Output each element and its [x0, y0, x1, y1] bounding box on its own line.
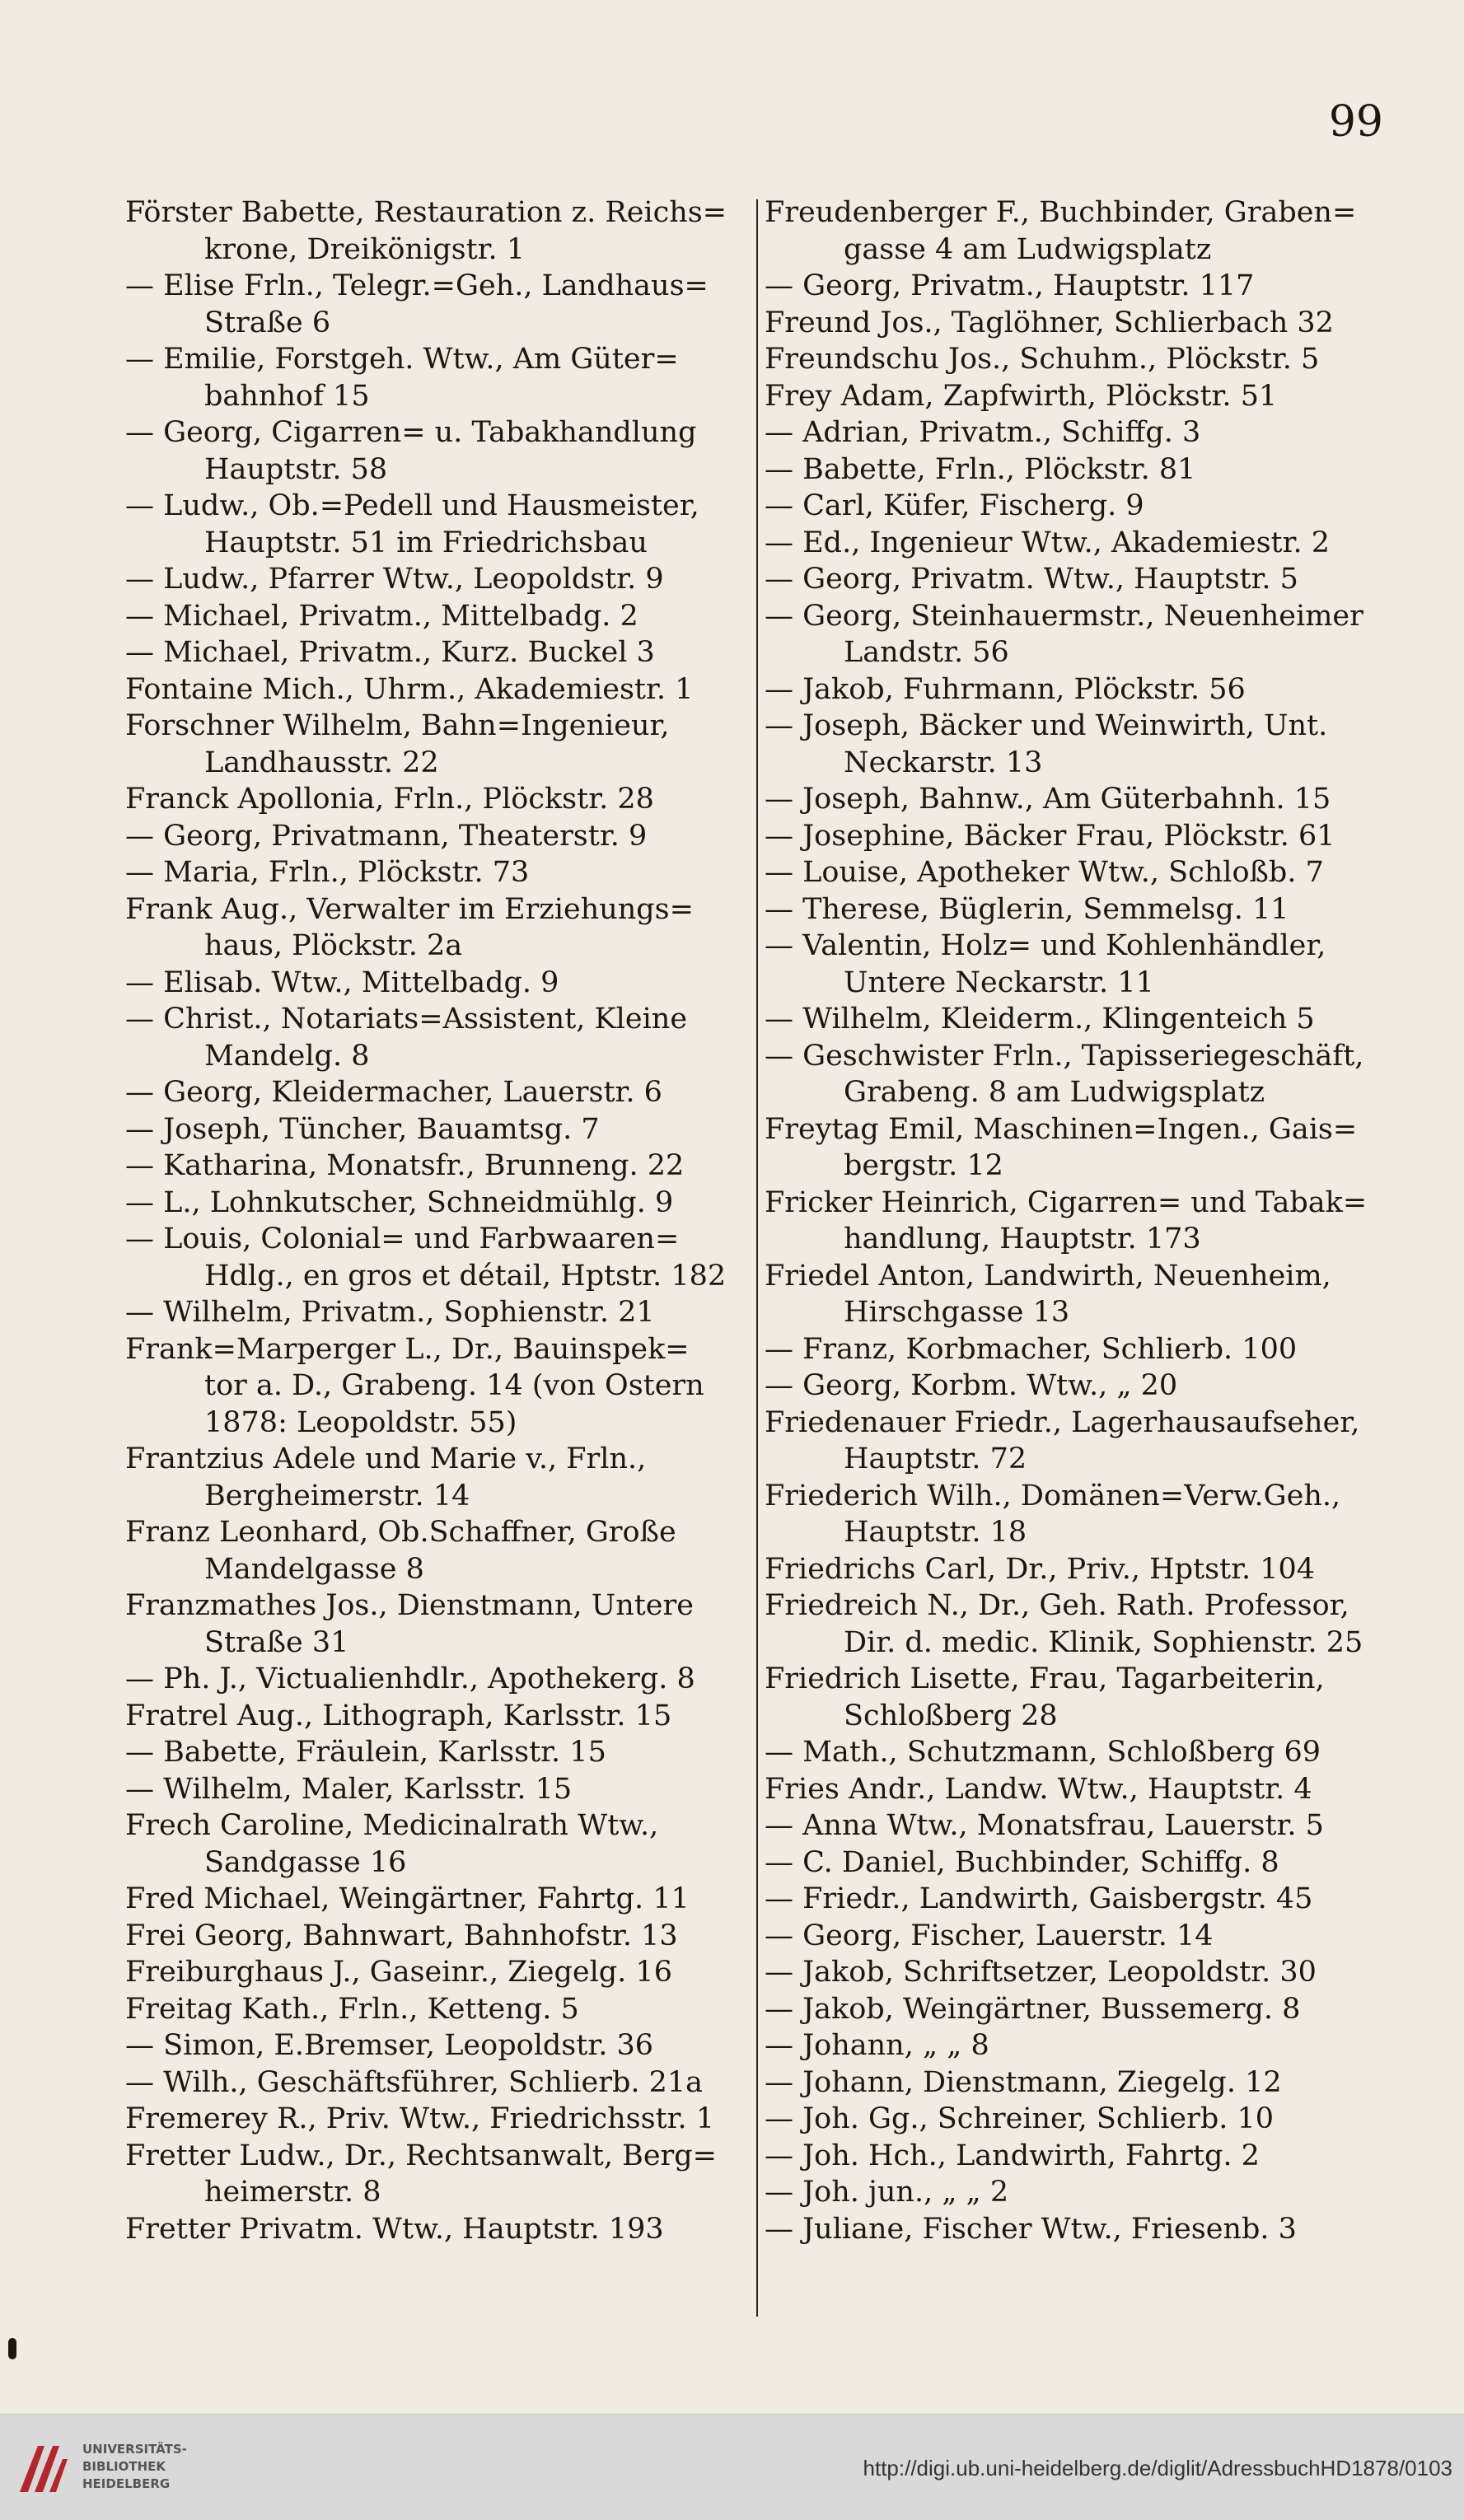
- directory-entry-line: — Michael, Privatm., Kurz. Buckel 3: [125, 636, 655, 669]
- directory-entry-line: — Geschwister Frln., Tapisseriegeschäft,: [765, 1039, 1364, 1073]
- entry-continuation-line: Hirschgasse 13: [844, 1296, 1070, 1329]
- directory-entry-line: Freiburghaus J., Gaseinr., Ziegelg. 16: [125, 1956, 672, 1989]
- directory-entry-line: Friedreich N., Dr., Geh. Rath. Professor,: [765, 1589, 1349, 1622]
- directory-entry-line: Fremerey R., Priv. Wtw., Friedrichsstr. 1: [125, 2102, 715, 2135]
- directory-entry-line: Franz Leonhard, Ob.Schaffner, Große: [125, 1516, 676, 1549]
- directory-entry-line: Förster Babette, Restauration z. Reichs=: [125, 196, 727, 229]
- entry-continuation-line: Hauptstr. 51 im Friedrichsbau: [204, 526, 648, 559]
- directory-entry-line: — Joseph, Bäcker und Weinwirth, Unt.: [765, 709, 1328, 742]
- directory-entry-line: Frech Caroline, Medicinalrath Wtw.,: [125, 1809, 659, 1842]
- entry-continuation-line: Landstr. 56: [844, 636, 1009, 669]
- directory-entry-line: Fricker Heinrich, Cigarren= und Tabak=: [765, 1185, 1368, 1219]
- directory-entry-line: — Ph. J., Victualienhdlr., Apothekerg. 8: [125, 1662, 695, 1695]
- directory-entry-line: Freundschu Jos., Schuhm., Plöckstr. 5: [765, 343, 1320, 376]
- entry-continuation-line: Hdlg., en gros et détail, Hptstr. 182: [204, 1259, 727, 1293]
- directory-entry-line: — Therese, Büglerin, Semmelsg. 11: [765, 892, 1289, 926]
- directory-entry-line: Fries Andr., Landw. Wtw., Hauptstr. 4: [765, 1772, 1312, 1806]
- directory-entry-line: Friedel Anton, Landwirth, Neuenheim,: [765, 1259, 1331, 1293]
- directory-entry-line: Fontaine Mich., Uhrm., Akademiestr. 1: [125, 672, 694, 706]
- directory-entry-line: — Babette, Frln., Plöckstr. 81: [765, 452, 1196, 486]
- directory-entry-line: Freytag Emil, Maschinen=Ingen., Gais=: [765, 1112, 1358, 1146]
- directory-entry-line: Friederich Wilh., Domänen=Verw.Geh.,: [765, 1479, 1341, 1512]
- directory-entry-line: — Georg, Privatmann, Theaterstr. 9: [125, 819, 648, 853]
- scan-blemish: [8, 2338, 16, 2359]
- directory-entry-line: — Elisab. Wtw., Mittelbadg. 9: [125, 965, 559, 999]
- directory-entry-line: Franck Apollonia, Frln., Plöckstr. 28: [125, 783, 654, 816]
- directory-entry-line: Fred Michael, Weingärtner, Fahrtg. 11: [125, 1882, 690, 1915]
- directory-entry-line: — C. Daniel, Buchbinder, Schiffg. 8: [765, 1845, 1279, 1879]
- directory-entry-line: Frank=Marperger L., Dr., Bauinspek=: [125, 1332, 690, 1366]
- column-divider: [756, 199, 758, 2317]
- entry-continuation-line: heimerstr. 8: [204, 2176, 381, 2209]
- directory-entry-line: — Ludw., Ob.=Pedell und Hausmeister,: [125, 489, 699, 522]
- entry-continuation-line: Hauptstr. 72: [844, 1442, 1027, 1475]
- directory-entry-line: Frey Adam, Zapfwirth, Plöckstr. 51: [765, 379, 1278, 413]
- entry-continuation-line: Dir. d. medic. Klinik, Sophienstr. 25: [844, 1625, 1363, 1659]
- directory-entry-line: Frank Aug., Verwalter im Erziehungs=: [125, 892, 694, 926]
- entry-continuation-line: Neckarstr. 13: [844, 746, 1043, 779]
- directory-entry-line: Fretter Privatm. Wtw., Hauptstr. 193: [125, 2212, 664, 2246]
- directory-entry-line: — Georg, Steinhauermstr., Neuenheimer: [765, 599, 1363, 633]
- directory-entry-line: — Wilhelm, Privatm., Sophienstr. 21: [125, 1296, 655, 1329]
- entry-continuation-line: handlung, Hauptstr. 173: [844, 1223, 1201, 1255]
- entry-continuation-line: Mandelg. 8: [204, 1039, 370, 1073]
- directory-entry-line: — Joseph, Bahnw., Am Güterbahnh. 15: [765, 783, 1331, 816]
- left-column: [125, 194, 746, 2247]
- directory-entry-line: — Babette, Fräulein, Karlsstr. 15: [125, 1736, 606, 1769]
- directory-entry-line: — L., Lohnkutscher, Schneidmühlg. 9: [125, 1185, 674, 1219]
- directory-entry-line: — Michael, Privatm., Mittelbadg. 2: [125, 599, 638, 633]
- entry-continuation-line: 1878: Leopoldstr. 55): [204, 1405, 517, 1439]
- directory-entry-line: — Math., Schutzmann, Schloßberg 69: [765, 1736, 1321, 1769]
- entry-continuation-line: Landhausstr. 22: [204, 746, 439, 779]
- directory-entry-line: — Elise Frln., Telegr.=Geh., Landhaus=: [125, 269, 709, 302]
- entry-continuation-line: haus, Plöckstr. 2a: [204, 929, 463, 962]
- directory-entry-line: — Georg, Privatm., Hauptstr. 117: [765, 269, 1255, 302]
- entry-continuation-line: Grabeng. 8 am Ludwigsplatz: [844, 1076, 1265, 1109]
- directory-entry-line: — Jakob, Weingärtner, Bussemerg. 8: [765, 1992, 1301, 2026]
- directory-entry-line: — Louis, Colonial= und Farbwaaren=: [125, 1223, 680, 1255]
- right-column: [765, 194, 1386, 2247]
- directory-entry-line: — Georg, Privatm. Wtw., Hauptstr. 5: [765, 563, 1298, 596]
- directory-entry-line: Franzmathes Jos., Dienstmann, Untere: [125, 1589, 694, 1622]
- library-name-line: UNIVERSITÄTS-: [82, 2442, 187, 2457]
- directory-entry-line: — Wilhelm, Kleiderm., Klingenteich 5: [765, 1003, 1315, 1036]
- entry-continuation-line: gasse 4 am Ludwigsplatz: [844, 232, 1212, 266]
- entry-continuation-line: Straße 6: [204, 306, 331, 339]
- library-name-line: BIBLIOTHEK: [82, 2459, 166, 2474]
- directory-entry-line: — Ludw., Pfarrer Wtw., Leopoldstr. 9: [125, 563, 664, 596]
- entry-continuation-line: bergstr. 12: [844, 1149, 1003, 1182]
- directory-entry-line: — Jakob, Schriftsetzer, Leopoldstr. 30: [765, 1956, 1317, 1989]
- directory-entry-line: Fratrel Aug., Lithograph, Karlsstr. 15: [125, 1699, 672, 1732]
- entry-continuation-line: Hauptstr. 18: [844, 1516, 1027, 1549]
- directory-entry-line: Fretter Ludw., Dr., Rechtsanwalt, Berg=: [125, 2139, 717, 2172]
- directory-entry-line: Frei Georg, Bahnwart, Bahnhofstr. 13: [125, 1919, 678, 1952]
- directory-entry-line: Freund Jos., Taglöhner, Schlierbach 32: [765, 306, 1334, 339]
- directory-entry-line: — Johann, „ „ 8: [765, 2029, 989, 2062]
- directory-entry-line: — Christ., Notariats=Assistent, Kleine: [125, 1003, 688, 1036]
- source-url-link[interactable]: http://digi.ub.uni-heidelberg.de/diglit/AdressbuchHD1878/0103: [863, 2456, 1452, 2480]
- entry-continuation-line: Untere Neckarstr. 11: [844, 965, 1154, 999]
- entry-continuation-line: bahnhof 15: [204, 379, 370, 413]
- directory-entry-line: Frantzius Adele und Marie v., Frln.,: [125, 1442, 647, 1475]
- directory-entry-line: — Maria, Frln., Plöckstr. 73: [125, 856, 530, 889]
- directory-entry-line: Friedrichs Carl, Dr., Priv., Hptstr. 104: [765, 1552, 1316, 1586]
- directory-entry-line: — Joseph, Tüncher, Bauamtsg. 7: [125, 1112, 600, 1146]
- directory-entry-line: — Ed., Ingenieur Wtw., Akademiestr. 2: [765, 526, 1331, 559]
- directory-entry-line: — Valentin, Holz= und Kohlenhändler,: [765, 929, 1326, 962]
- library-name: [82, 2441, 264, 2493]
- university-library-logo-icon: [13, 2434, 72, 2500]
- directory-entry-line: — Louise, Apotheker Wtw., Schloßb. 7: [765, 856, 1324, 889]
- entry-continuation-line: tor a. D., Grabeng. 14 (von Ostern: [204, 1369, 704, 1402]
- directory-entry-line: Freitag Kath., Frln., Ketteng. 5: [125, 1992, 579, 2026]
- entry-continuation-line: Mandelgasse 8: [204, 1552, 424, 1586]
- directory-entry-line: — Georg, Kleidermacher, Lauerstr. 6: [125, 1076, 662, 1109]
- directory-entry-line: — Simon, E.Bremser, Leopoldstr. 36: [125, 2029, 653, 2062]
- directory-entry-line: — Joh. Hch., Landwirth, Fahrtg. 2: [765, 2139, 1260, 2172]
- directory-entry-line: — Georg, Cigarren= u. Tabakhandlung: [125, 416, 697, 449]
- directory-entry-line: — Emilie, Forstgeh. Wtw., Am Güter=: [125, 343, 679, 376]
- entry-continuation-line: krone, Dreikönigstr. 1: [204, 232, 526, 266]
- directory-entry-line: — Wilhelm, Maler, Karlsstr. 15: [125, 1772, 573, 1806]
- directory-entry-line: — Joh. Gg., Schreiner, Schlierb. 10: [765, 2102, 1275, 2135]
- directory-entry-line: — Wilh., Geschäftsführer, Schlierb. 21a: [125, 2065, 704, 2099]
- directory-entry-line: — Katharina, Monatsfr., Brunneng. 22: [125, 1149, 685, 1182]
- directory-entry-line: Friedenauer Friedr., Lagerhausaufseher,: [765, 1405, 1360, 1439]
- directory-entry-line: — Franz, Korbmacher, Schlierb. 100: [765, 1332, 1298, 1366]
- directory-entry-line: — Johann, Dienstmann, Ziegelg. 12: [765, 2065, 1282, 2099]
- footer-bar: [0, 2414, 1464, 2520]
- entry-continuation-line: Schloßberg 28: [844, 1699, 1058, 1732]
- entry-continuation-line: Hauptstr. 58: [204, 452, 388, 486]
- directory-entry-line: — Georg, Fischer, Lauerstr. 14: [765, 1919, 1214, 1952]
- entry-continuation-line: Bergheimerstr. 14: [204, 1479, 470, 1512]
- directory-entry-line: — Anna Wtw., Monatsfrau, Lauerstr. 5: [765, 1809, 1324, 1842]
- directory-entry-line: Friedrich Lisette, Frau, Tagarbeiterin,: [765, 1662, 1325, 1695]
- directory-entry-line: — Carl, Küfer, Fischerg. 9: [765, 489, 1144, 522]
- directory-entry-line: — Juliane, Fischer Wtw., Friesenb. 3: [765, 2212, 1297, 2246]
- library-name-line: HEIDELBERG: [82, 2476, 171, 2491]
- directory-entry-line: — Josephine, Bäcker Frau, Plöckstr. 61: [765, 819, 1335, 853]
- directory-columns: [125, 194, 1394, 2320]
- directory-entry-line: — Adrian, Privatm., Schiffg. 3: [765, 416, 1201, 449]
- directory-entry-line: — Friedr., Landwirth, Gaisbergstr. 45: [765, 1882, 1313, 1915]
- page-number: 99: [1328, 97, 1383, 147]
- directory-entry-line: — Georg, Korbm. Wtw., „ 20: [765, 1369, 1178, 1402]
- directory-entry-line: — Jakob, Fuhrmann, Plöckstr. 56: [765, 672, 1246, 706]
- entry-continuation-line: Straße 31: [204, 1625, 349, 1659]
- entry-continuation-line: Sandgasse 16: [204, 1845, 407, 1879]
- directory-entry-line: — Joh. jun., „ „ 2: [765, 2176, 1009, 2209]
- directory-entry-line: Forschner Wilhelm, Bahn=Ingenieur,: [125, 709, 670, 742]
- directory-entry-line: Freudenberger F., Buchbinder, Graben=: [765, 196, 1357, 229]
